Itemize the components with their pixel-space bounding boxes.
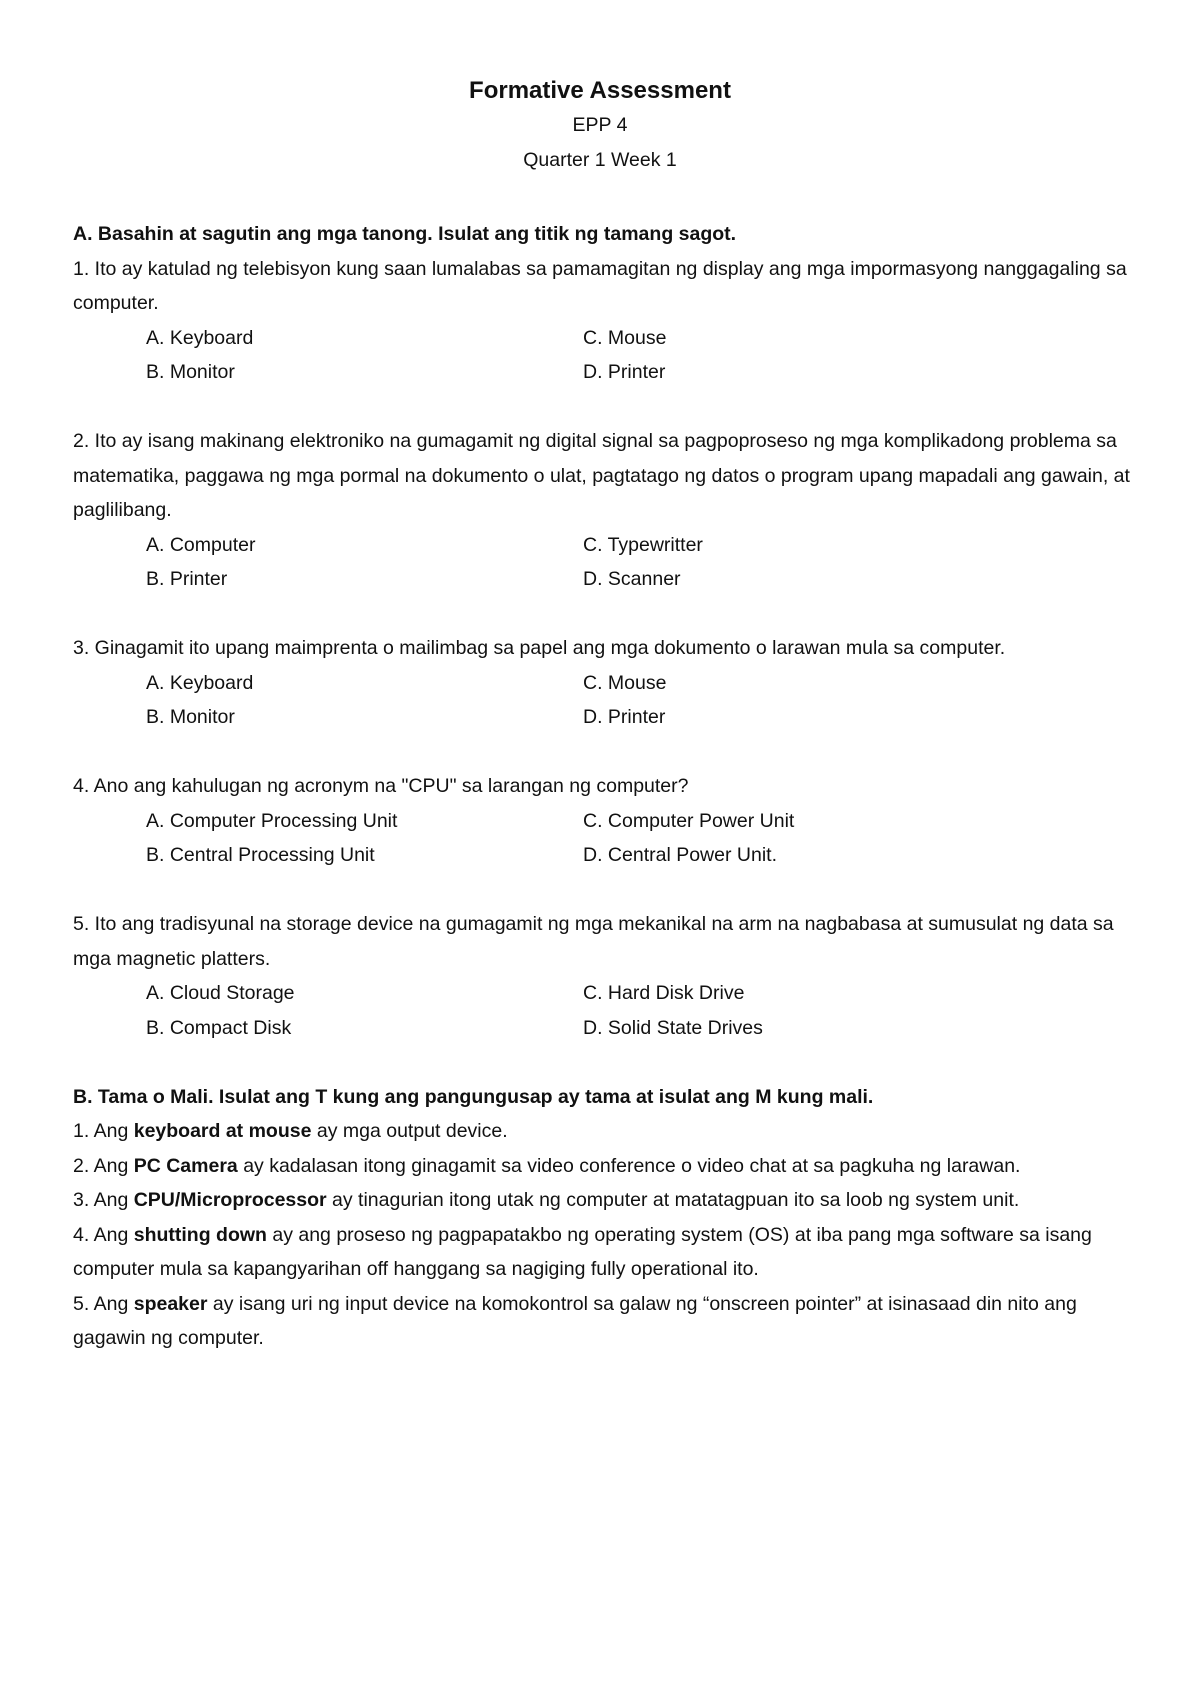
choice: A. Computer (146, 533, 256, 556)
choice: D. Printer (583, 361, 666, 383)
question-5: 5. Ito ang tradisyunal na storage device na gumagamit ng mga mekanikal na arm na nagbabasa at sumusulat ng data sa mga magnetic platters. (73, 913, 1114, 970)
choice: B. Monitor (146, 706, 235, 728)
tf-text: ay mga output device. (311, 1120, 508, 1142)
tf-item-1 (73, 1114, 1133, 1149)
tf-text: ay ang proseso ng pagpapatakbo ng operating system (OS) at iba pang mga software sa isang computer mula sa kapangyarihan off hanggang sa nagiging fully operational ito. (73, 1223, 1092, 1280)
question-1: 1. Ito ay katulad ng telebisyon kung saan lumalabas sa pamamagitan ng display ang mga impormasyong nanggagaling sa computer. (73, 257, 1127, 314)
period-label: Quarter 1 Week 1 (523, 149, 677, 171)
choice: B. Printer (146, 568, 228, 590)
question-3: 3. Ginagamit ito upang maimprenta o mailimbag sa papel ang mga dokumento o larawan mula sa computer. (73, 637, 1006, 659)
tf-keyword: CPU/Microprocessor (133, 1189, 327, 1211)
tf-text: ay tinagurian itong utak ng computer at matatagpuan ito sa loob ng system unit. (326, 1189, 1020, 1211)
tf-item-3 (73, 1183, 1133, 1218)
choice: B. Central Processing Unit (146, 844, 375, 866)
choice: C. Mouse (583, 671, 667, 694)
question-4-choices (73, 804, 1133, 873)
document-body (73, 217, 1133, 1356)
choice: C. Computer Power Unit (583, 809, 795, 832)
choice: D. Central Power Unit. (583, 844, 777, 866)
tf-text: 4. Ang (73, 1223, 134, 1246)
choice: D. Scanner (583, 568, 681, 590)
tf-text: 2. Ang (73, 1154, 134, 1177)
tf-text: 5. Ang (73, 1292, 134, 1315)
question-2: 2. Ito ay isang makinang elektroniko na gumagamit ng digital signal sa pagpoproseso ng mga komplikadong problema sa matematika, paggawa ng mga pormal na dokumento o ulat, pagtatago ng datos o program upang mapadali ang gawain, at paglilibang. (73, 430, 1130, 521)
choice: A. Keyboard (146, 671, 254, 694)
tf-item-5 (73, 1287, 1133, 1356)
choice: B. Monitor (146, 361, 235, 383)
subject-label: EPP 4 (572, 114, 628, 136)
choice: A. Computer Processing Unit (146, 809, 398, 832)
choice: A. Keyboard (146, 326, 254, 349)
tf-keyword: keyboard at mouse (133, 1120, 312, 1142)
question-1-choices (73, 321, 1133, 390)
document-title: Formative Assessment (469, 77, 731, 104)
tf-keyword: shutting down (133, 1223, 267, 1246)
choice: B. Compact Disk (146, 1016, 292, 1039)
tf-text: 3. Ang (73, 1189, 134, 1211)
tf-text: ay kadalasan itong ginagamit sa video conference o video chat at sa pagkuha ng larawan. (237, 1154, 1021, 1177)
part-b-heading: B. Tama o Mali. Isulat ang T kung ang pangungusap ay tama at isulat ang M kung mali. (73, 1085, 874, 1108)
part-a-heading: A. Basahin at sagutin ang mga tanong. Isulat ang titik ng tamang sagot. (73, 223, 737, 245)
tf-keyword: PC Camera (133, 1154, 238, 1177)
tf-text: ay isang uri ng input device na komokontrol sa galaw ng “onscreen pointer” at isinasaad din nito ang gagawin ng computer. (73, 1292, 1077, 1349)
question-5-choices (73, 976, 1133, 1045)
choice: C. Hard Disk Drive (583, 982, 745, 1004)
question-4: 4. Ano ang kahulugan ng acronym na "CPU" sa larangan ng computer? (73, 775, 689, 797)
choice: D. Solid State Drives (583, 1016, 763, 1039)
question-3-choices (73, 666, 1133, 735)
tf-item-2 (73, 1149, 1133, 1184)
choice: C. Mouse (583, 326, 667, 349)
choice: D. Printer (583, 706, 666, 728)
question-2-choices (73, 528, 1133, 597)
tf-keyword: speaker (133, 1292, 208, 1315)
tf-text: 1. Ang (73, 1120, 134, 1142)
tf-item-4 (73, 1218, 1133, 1287)
choice: C. Typewritter (583, 533, 703, 556)
choice: A. Cloud Storage (146, 982, 295, 1004)
